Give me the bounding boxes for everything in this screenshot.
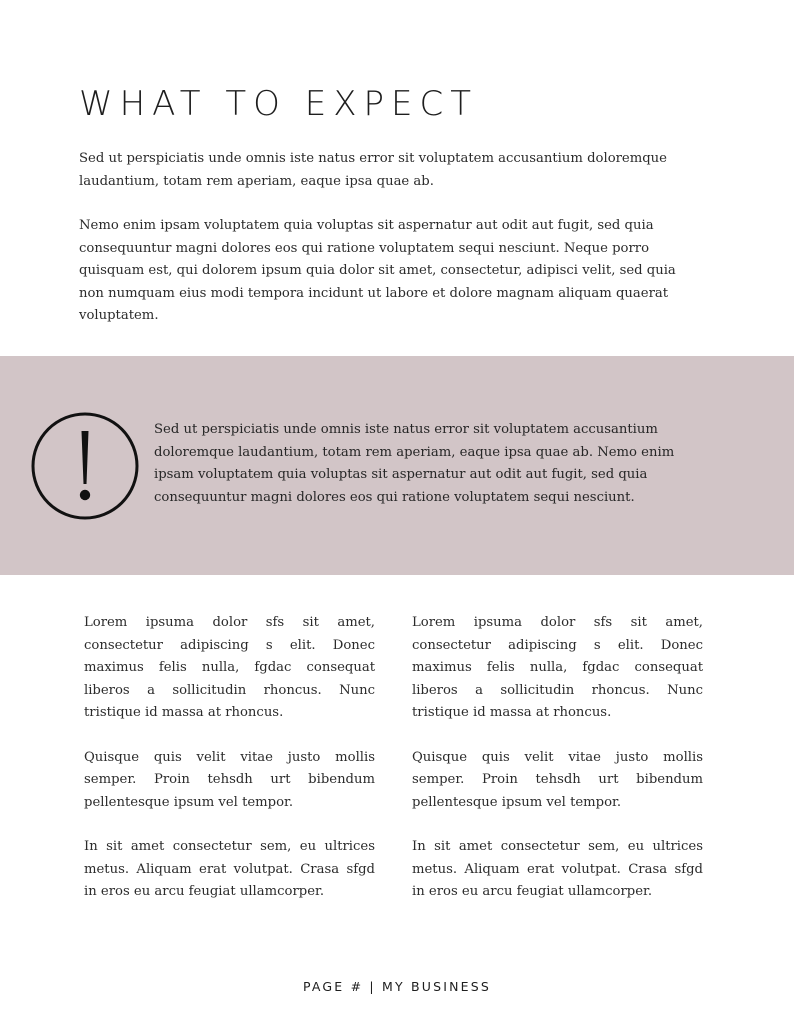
intro-paragraph: Nemo enim ipsam voluptatem quia voluptas sit aspernatur aut odit aut fugit, sed quia consequuntur magni dolores eos qui ratione voluptatem sequi nesciunt. Neque porro quisquam est, qui dolorem ipsum quia dolor sit amet, consectetur, adipisci velit, sed quia non numquam eius modi tempora incidunt ut labore et dolore magnam aliquam quaerat voluptatem.	[79, 218, 676, 323]
exclamation-circle-icon	[30, 411, 140, 521]
intro-section	[79, 148, 701, 350]
column-paragraph: Quisque quis velit vitae justo mollis semper. Proin tehsdh urt bibendum pellentesque ipsum vel tempor.	[84, 749, 375, 810]
left-column	[84, 612, 375, 926]
column-paragraph: Lorem ipsuma dolor sfs sit amet, consectetur adipiscing s elit. Donec maximus felis nulla, fgdac consequat liberos a sollicitudin rhoncus. Nunc tristique id massa at rhoncus.	[84, 615, 375, 720]
page-footer: PAGE # | MY BUSINESS	[302, 979, 492, 994]
right-column	[412, 612, 703, 926]
callout-box	[0, 356, 794, 575]
column-paragraph: Quisque quis velit vitae justo mollis semper. Proin tehsdh urt bibendum pellentesque ipsum vel tempor.	[412, 749, 703, 810]
column-paragraph: In sit amet consectetur sem, eu ultrices metus. Aliquam erat volutpat. Crasa sfgd in eros eu arcu feugiat ullamcorper.	[412, 839, 703, 899]
column-paragraph: In sit amet consectetur sem, eu ultrices metus. Aliquam erat volutpat. Crasa sfgd in eros eu arcu feugiat ullamcorper.	[84, 839, 375, 899]
callout-text: Sed ut perspiciatis unde omnis iste natus error sit voluptatem accusantium doloremque laudantium, totam rem aperiam, eaque ipsa quae ab. Nemo enim ipsam voluptatem quia voluptas sit aspernatur aut odit aut fugit, sed quia consequuntur magni dolores eos qui ratione voluptatem sequi nesciunt.	[154, 422, 675, 505]
intro-paragraph: Sed ut perspiciatis unde omnis iste natus error sit voluptatem accusantium doloremque laudantium, totam rem aperiam, eaque ipsa quae ab.	[79, 151, 667, 189]
page-title: WHAT TO EXPECT	[79, 84, 478, 124]
column-paragraph: Lorem ipsuma dolor sfs sit amet, consectetur adipiscing s elit. Donec maximus felis nulla, fgdac consequat liberos a sollicitudin rhoncus. Nunc tristique id massa at rhoncus.	[412, 615, 703, 720]
